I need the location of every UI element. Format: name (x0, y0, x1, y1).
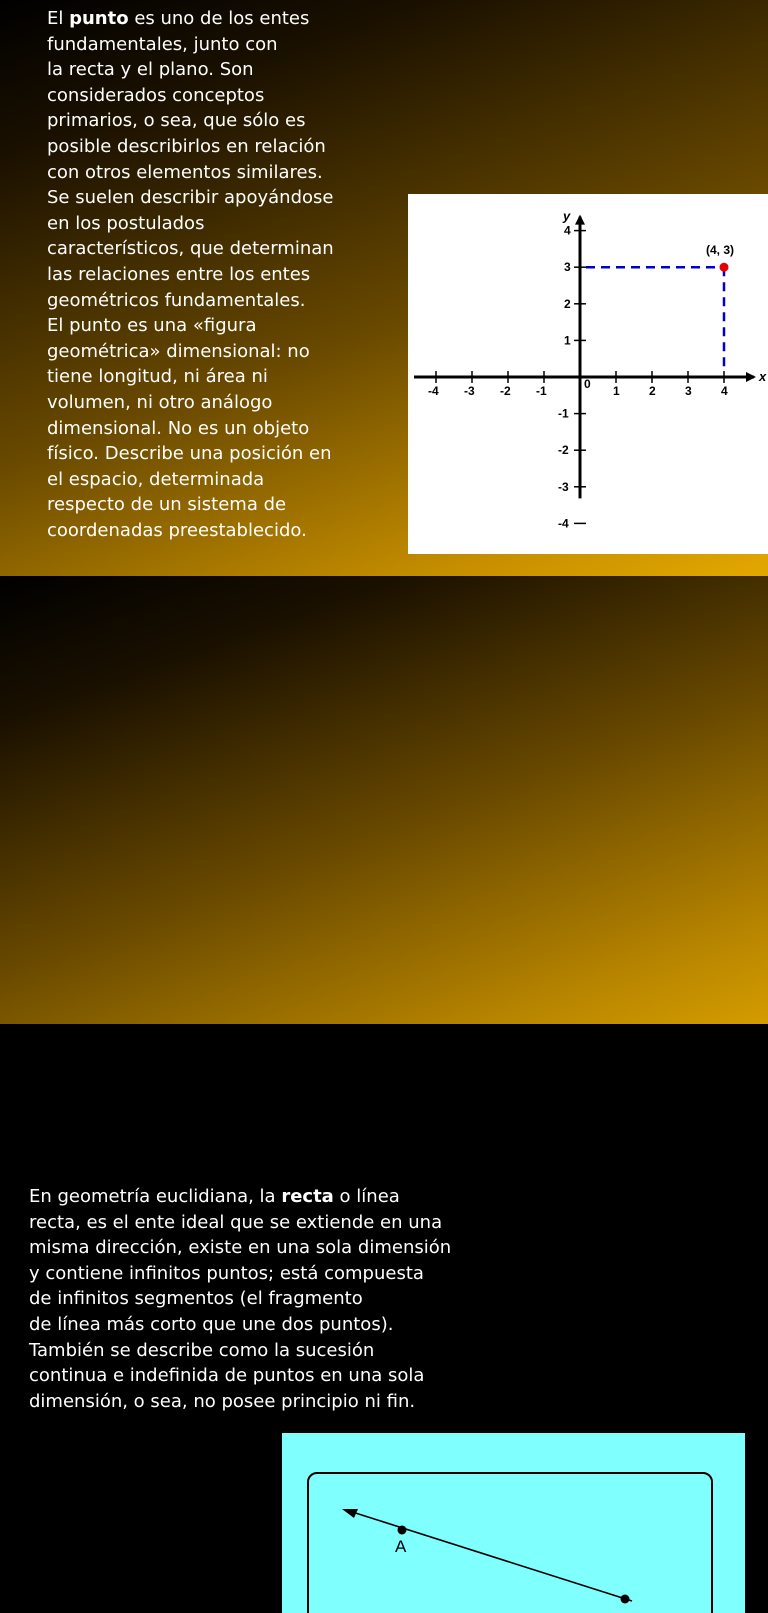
point-description-line: El punto es una «figura (47, 315, 257, 337)
coordinate-plot (408, 194, 768, 554)
y-tick-label: 2 (564, 296, 571, 311)
x-tick-label: 1 (613, 384, 620, 398)
point-description-text: El (47, 8, 70, 29)
point-description-line: volumen, ni otro análogo (47, 391, 273, 413)
figure-frame (308, 1473, 712, 1613)
point-description-line: respecto de un sistema de (47, 494, 287, 516)
point-description-text: es uno de los entes (128, 8, 310, 29)
point-description-line: la recta y el plano. Son (47, 59, 254, 81)
x-tick-label: 3 (685, 384, 692, 398)
x-tick-label: -1 (536, 384, 547, 398)
point-description-line: tiene longitud, ni área ni (47, 366, 268, 388)
point-description-line: el espacio, determinada (47, 468, 265, 490)
slide-point (0, 0, 768, 576)
line-description (29, 1184, 451, 1414)
line-description-line: continua e indefinida de puntos en una sola (29, 1365, 425, 1387)
data-point-label: (4, 3) (706, 243, 735, 258)
point-b (621, 1595, 630, 1604)
point-description (47, 6, 334, 543)
line-description-line: dimensión, o sea, no posee principio ni fin. (29, 1390, 416, 1412)
straight-line (346, 1510, 632, 1601)
y-tick-label: -2 (558, 443, 569, 458)
point-description-line: primarios, o sea, que sólo es (47, 110, 306, 132)
y-tick-label: -3 (558, 479, 569, 494)
point-description-line: geométrica» dimensional: no (47, 340, 310, 362)
x-origin-label: 0 (584, 377, 591, 391)
keyword-punto: punto (69, 8, 129, 29)
x-axis-label: x (759, 369, 767, 384)
x-tick-label: -2 (500, 384, 511, 398)
line-description-line: recta, es el ente ideal que se extiende en una (29, 1211, 443, 1233)
point-description-line: dimensional. No es un objeto (47, 417, 310, 439)
y-tick-label: 4 (564, 223, 571, 238)
point-a-label: A (395, 1537, 407, 1556)
y-tick-label: 1 (564, 333, 571, 348)
keyword-recta: recta (281, 1186, 334, 1207)
data-point (720, 263, 729, 272)
line-description-line: de línea más corto que une dos puntos). (29, 1313, 394, 1335)
x-axis-arrow-icon (746, 372, 756, 382)
point-description-line: con otros elementos similares. (47, 161, 323, 183)
y-axis-arrow-icon (575, 215, 585, 225)
point-a (398, 1526, 407, 1535)
line-description-text: o línea (333, 1186, 400, 1207)
point-description-line: coordenadas preestablecido. (47, 519, 307, 541)
point-description-line (47, 6, 334, 32)
point-description-line: geométricos fundamentales. (47, 289, 306, 311)
point-description-line: fundamentales, junto con (47, 33, 278, 55)
x-tick-label: -3 (464, 384, 475, 398)
line-description-line: de infinitos segmentos (el fragmento (29, 1288, 363, 1310)
line-description-text: En geometría euclidiana, la (29, 1186, 282, 1207)
line-description-line: misma dirección, existe en una sola dimensión (29, 1237, 452, 1259)
x-tick-label: 4 (721, 384, 728, 398)
slide-line (0, 576, 768, 1556)
arrow-left-icon (342, 1509, 358, 1518)
coordinate-plot-svg (408, 194, 768, 554)
line-figure (282, 1433, 745, 1613)
x-tick-label: -4 (428, 384, 439, 398)
line-figure-svg (282, 1433, 745, 1613)
y-axis-label: y (563, 208, 571, 224)
point-description-line: posible describirlos en relación (47, 135, 326, 157)
line-description-line: También se describe como la sucesión (29, 1339, 375, 1361)
line-description-line: y contiene infinitos puntos; está compuesta (29, 1262, 424, 1284)
point-description-line: considerados conceptos (47, 84, 265, 106)
line-description-line (29, 1184, 451, 1210)
point-description-line: físico. Describe una posición en (47, 443, 332, 465)
point-description-line: en los postulados (47, 212, 205, 234)
y-tick-label: 3 (564, 260, 571, 275)
point-description-line: las relaciones entre los entes (47, 263, 311, 285)
y-tick-label: -1 (558, 406, 569, 421)
x-tick-label: 2 (649, 384, 656, 398)
point-description-line: Se suelen describir apoyándose (47, 187, 334, 209)
y-tick-label: -4 (558, 516, 569, 531)
point-description-line: característicos, que determinan (47, 238, 334, 260)
